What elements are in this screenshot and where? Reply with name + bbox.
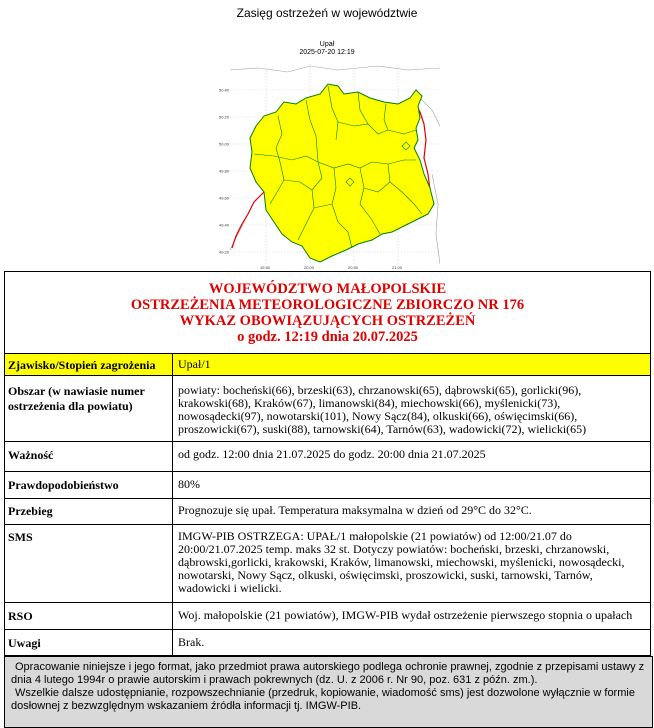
row-value-waznosc: od godz. 12:00 dnia 21.07.2025 do godz. 20:00 dnia 21.07.2025 [173, 442, 651, 472]
table-row [5, 354, 651, 376]
y-tick-label: 50.40 [219, 87, 230, 93]
y-tick-label: 50.00 [219, 141, 230, 147]
table-row [5, 376, 651, 442]
warning-map [218, 64, 440, 272]
table-row [5, 525, 651, 603]
row-value-przebieg: Prognozuje się upał. Temperatura maksymalna w dzień od 29°C do 32°C. [173, 499, 651, 525]
row-label-prawdopodobienstwo: Prawdopodobieństwo [5, 472, 173, 499]
header-line-1: WOJEWÓDZTWO MAŁOPOLSKIE [208, 281, 447, 297]
header-line-4: o godz. 12:19 dnia 20.07.2025 [237, 329, 418, 345]
row-label-waznosc: Ważność [5, 442, 173, 472]
row-value-obszar: powiaty: bocheński(66), brzeski(63), chrzanowski(65), dąbrowski(65), gorlicki(96), krakowski(68), Kraków(67), limanowski(84), miechowski(66), myślenicki(73), nowosądecki(97), nowotarski(101), Nowy Sącz(84), olkuski(66), oświęcimski(66), proszowicki(67), suski(88), tarnowski(64), Tarnów(63), wadowicki(72), wielicki(65) [173, 376, 651, 442]
y-tick-label: 49.20 [219, 249, 230, 255]
header-line-2: OSTRZEŻENIA METEOROLOGICZNE ZBIORCZO NR 176 [130, 297, 525, 313]
y-tick-label: 50.20 [219, 114, 230, 120]
row-label-przebieg: Przebieg [5, 499, 173, 525]
row-label-zjawisko: Zjawisko/Stopień zagrożenia [5, 354, 173, 376]
map-warning-name: Upał [319, 41, 335, 48]
y-tick-label: 49.80 [219, 168, 230, 174]
y-tick-label: 49.40 [219, 222, 230, 228]
map-svg [218, 64, 440, 272]
row-label-sms: SMS [5, 525, 173, 603]
copyright-paragraph-2: Wszelkie dalsze udostępnianie, rozpowszechnianie (przedruk, kopiowanie, wiadomość sms) jest dozwolone wyłącznie w formie dosłownej z bezwzględnym wskazaniem źródła informacji tj. IMGW-PIB. [11, 687, 635, 712]
row-value-prawdopodobienstwo: 80% [173, 472, 651, 499]
warnings-table [4, 271, 651, 656]
table-row [5, 442, 651, 472]
page-title: Zasięg ostrzeżeń w województwie [236, 6, 418, 20]
table-row [5, 630, 651, 656]
x-tick-label: 20.00 [304, 265, 315, 270]
map-datetime: 2025-07-20 12:19 [299, 49, 355, 56]
warnings-header [5, 272, 651, 354]
x-tick-label: 20.50 [348, 265, 359, 270]
row-label-rso: RSO [5, 603, 173, 630]
table-row [5, 603, 651, 630]
table-row [5, 472, 651, 499]
copyright-footer [4, 656, 653, 728]
row-label-uwagi: Uwagi [5, 630, 173, 656]
row-value-zjawisko: Upał/1 [173, 354, 651, 376]
table-row [5, 499, 651, 525]
x-tick-label: 19.50 [260, 265, 271, 270]
header-line-3: WYKAZ OBOWIĄZUJĄCYCH OSTRZEŻEŃ [179, 313, 476, 329]
row-value-rso: Woj. małopolskie (21 powiatów), IMGW-PIB wydał ostrzeżenie pierwszego stopnia o upałach [173, 603, 651, 630]
copyright-paragraph-1: Opracowanie niniejsze i jego format, jako przedmiot prawa autorskiego podlega ochronie prawnej, zgodnie z przepisami ustawy z dnia 4 lutego 1994r o prawie autorskim i prawach pokrewnych (dz. U. z 2006 r. Nr 90, poz. 631 z późn. zm.). [11, 661, 645, 686]
y-tick-label: 49.60 [219, 195, 230, 201]
x-tick-label: 21.00 [392, 265, 403, 270]
row-label-obszar: Obszar (w nawiasie numer ostrzeżenia dla powiatu) [5, 376, 173, 442]
row-value-sms: IMGW-PIB OSTRZEGA: UPAŁ/1 małopolskie (21 powiatów) od 12:00/21.07 do 20:00/21.07.2025 temp. maks 32 st. Dotyczy powiatów: bocheński, brzeski, chrzanowski, dąbrowski,gorlicki, krakowski, Kraków, limanowski, miechowski, myślenicki, nowosądecki, nowotarski, Nowy Sącz, olkuski, oświęcimski, proszowicki, suski, tarnowski, Tarnów, wadowicki i wielicki. [173, 525, 651, 603]
row-value-uwagi: Brak. [173, 630, 651, 656]
